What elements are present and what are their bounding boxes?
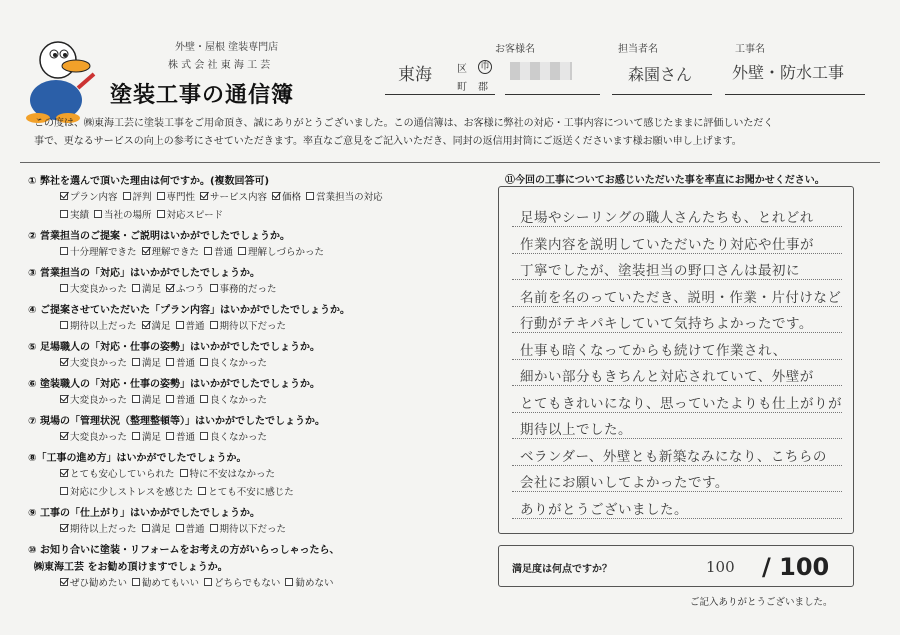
option-label: 理解しづらかった [248,247,325,258]
option-label: 普通 [176,358,196,369]
score-handwritten: 100 [706,558,735,576]
option-label: 営業担当の対応 [316,192,383,203]
option-checkbox[interactable] [204,244,233,258]
option-checkbox[interactable] [210,318,287,332]
option-checkbox[interactable] [157,189,196,203]
option-checkbox[interactable] [132,392,161,406]
checkbox-icon[interactable] [306,192,314,200]
option-checkbox[interactable] [204,575,280,589]
checkbox-icon[interactable] [166,432,174,440]
question-7: ⑦ 現場の「管理状況（整理整頓等）」はいかがでしたでしょうか。 [28,416,325,427]
cho-label: 町 [457,82,467,93]
mascot-duck-logo [18,30,98,125]
option-label: 良くなかった [210,432,268,443]
checkbox-icon[interactable] [132,358,140,366]
option-label: 普通 [185,524,205,535]
checkbox-icon[interactable] [200,358,208,366]
option-checkbox[interactable] [60,318,137,332]
option-label: 普通 [176,432,196,443]
comment-handwritten-line: とてもきれいになり、思っていたよりも仕上がりが [520,395,842,412]
option-label: 満足 [151,524,171,535]
work-name-handwritten: 外壁・防水工事 [732,63,845,82]
checked-box-icon[interactable] [142,247,150,255]
option-checkbox[interactable] [60,466,175,480]
question-8: ⑧「工事の進め方」はいかがでしたでしょうか。 [28,453,247,464]
checkbox-icon[interactable] [142,524,150,532]
checkbox-icon[interactable] [180,469,188,477]
option-label: 勧めてもいい [142,578,200,589]
question-10-options [60,575,333,589]
option-checkbox[interactable] [166,392,195,406]
option-checkbox[interactable] [176,521,205,535]
checked-box-icon[interactable] [60,469,68,477]
checkbox-icon[interactable] [198,487,206,495]
option-label: 大変良かった [70,284,128,295]
question-6: ⑥ 塗装職人の「対応・仕事の姿勢」はいかがでしたでしょうか。 [28,379,320,390]
option-checkbox[interactable] [200,355,267,369]
option-checkbox[interactable] [60,521,137,535]
comment-handwritten-line: 作業内容を説明していただいたり対応や仕事が [520,236,814,253]
comment-handwritten-line: 行動がテキパキしていて気持ちよかったです。 [520,316,813,332]
comment-rule [512,253,842,254]
option-checkbox[interactable] [142,521,171,535]
comment-rule [512,359,842,360]
comment-rule [512,226,842,227]
checkbox-icon[interactable] [176,321,184,329]
checkbox-icon[interactable] [132,395,140,403]
checkbox-icon[interactable] [123,192,131,200]
option-checkbox[interactable] [60,281,127,295]
comment-handwritten-line: ベランダー、外壁とも新築なみになり、こちらの [520,448,827,465]
option-checkbox[interactable] [94,207,152,221]
checkbox-icon[interactable] [238,247,246,255]
option-checkbox[interactable] [166,355,195,369]
option-label: 十分理解できた [70,247,137,258]
option-label: どちらでもない [214,578,281,589]
shi-label-circled: 市 [480,61,490,72]
option-label: 期待以上だった [70,524,137,535]
question-5-options [60,355,267,369]
option-label: 対応に少しストレスを感じた [70,487,194,498]
comment-question: ⑪今回の工事についてお感じいただいた事を率直にお聞かせください。 [505,175,825,186]
option-label: とても不安に感じた [208,487,294,498]
option-label: 満足 [142,432,162,443]
staff-name-handwritten: 森園さん [628,65,693,84]
option-label: 特に不安はなかった [189,469,276,480]
question-8-options [60,484,294,498]
question-1: ① 弊社を選んで頂いた理由は何ですか。(複数回答可) [28,176,270,187]
score-total: / 100 [762,553,830,581]
option-checkbox[interactable] [198,484,294,498]
option-checkbox[interactable] [132,281,161,295]
question-2: ② 営業担当のご提案・ご説明はいかがでしたでしょうか。 [28,231,290,242]
option-checkbox[interactable] [60,355,127,369]
checkbox-icon[interactable] [60,321,68,329]
question-6-options [60,392,267,406]
option-checkbox[interactable] [142,318,171,332]
option-label: 価格 [282,192,302,203]
comment-handwritten-line: 細かい部分もきちんと対応されていて、外壁が [520,369,814,385]
option-label: 満足 [142,358,162,369]
comment-handwritten-line: ありがとうございました。 [520,501,688,518]
page-title: 塗装工事の通信簿 [110,83,295,108]
option-label: 期待以上だった [70,321,137,332]
checkbox-icon[interactable] [60,210,68,218]
option-label: 当社の場所 [104,210,152,221]
question-9-options [60,521,286,535]
gun-label: 郡 [478,82,488,93]
question-5: ⑤ 足場職人の「対応・仕事の姿勢」はいかがでしたでしょうか。 [28,342,320,353]
checkbox-icon[interactable] [166,395,174,403]
option-checkbox[interactable] [132,575,199,589]
comment-rule [512,465,842,466]
checkbox-icon[interactable] [200,432,208,440]
option-checkbox[interactable] [210,521,287,535]
option-label: 専門性 [166,192,196,203]
checkbox-icon[interactable] [94,210,102,218]
question-9: ⑨ 工事の「仕上がり」はいかがでしたでしょうか。 [28,508,260,519]
thank-you-note: ご記入ありがとうございました。 [690,597,833,608]
checkbox-icon[interactable] [60,247,68,255]
checkbox-icon[interactable] [204,578,212,586]
question-1-options [60,207,223,221]
checkbox-icon[interactable] [60,487,68,495]
comment-rule [512,306,842,307]
option-label: 対応スピード [166,210,224,221]
checked-box-icon[interactable] [60,395,68,403]
option-checkbox[interactable] [60,575,127,589]
question-7-options [60,429,267,443]
option-label: 良くなかった [210,395,268,406]
option-label: とても安心していられた [70,469,175,480]
comment-rule [512,385,842,386]
score-label: 満足度は何点ですか？ [512,564,612,575]
option-label: ふつう [176,284,205,295]
option-label: 満足 [142,395,162,406]
option-label: サービス内容 [210,192,268,203]
checkbox-icon[interactable] [157,210,165,218]
option-label: 普通 [185,321,205,332]
checked-box-icon[interactable] [200,192,208,200]
comment-handwritten-line: 仕事も暗くなってからも続けて作業され、 [520,342,787,359]
checkbox-icon[interactable] [210,524,218,532]
option-checkbox[interactable] [60,244,137,258]
checkbox-icon[interactable] [210,284,218,292]
option-checkbox[interactable] [60,484,193,498]
option-checkbox[interactable] [60,392,127,406]
question-10: ⑩ お知り合いに塗装・リフォームをお考えの方がいらっしゃったら、 [28,545,340,556]
question-10-line2: ㈱東海工芸 をお勧め頂けますでしょうか。 [34,562,228,573]
checkbox-icon[interactable] [166,358,174,366]
checked-box-icon[interactable] [142,321,150,329]
checkbox-icon[interactable] [157,192,165,200]
option-label: 期待以下だった [219,524,287,535]
checked-box-icon[interactable] [60,524,68,532]
intro-line-1: この度は、㈱東海工芸に塗装工事をご用命頂き、誠にありがとうございました。この通信簿は、お客様に弊社の対応・工事内容について感じたままに評価しいただく [34,118,774,129]
comment-rule [512,491,842,492]
checkbox-icon[interactable] [132,284,140,292]
comment-rule [512,518,842,519]
option-checkbox[interactable] [157,207,224,221]
option-checkbox[interactable] [123,189,152,203]
option-label: 事務的だった [219,284,277,295]
checked-box-icon[interactable] [60,358,68,366]
option-label: 満足 [151,321,171,332]
checkbox-icon[interactable] [200,395,208,403]
checkbox-icon[interactable] [204,247,212,255]
option-label: 満足 [142,284,162,295]
work-name-label: 工事名 [735,44,765,55]
option-checkbox[interactable] [142,244,200,258]
option-label: 理解できた [151,247,200,258]
option-checkbox[interactable] [132,429,161,443]
comment-handwritten-line: 名前を名のっていただき、説明・作業・片付けなど [520,289,842,306]
comment-handwritten-line: 会社にお願いしてよかったです。 [520,475,729,491]
option-checkbox[interactable] [166,429,195,443]
option-label: 期待以下だった [219,321,287,332]
option-checkbox[interactable] [285,575,333,589]
intro-line-2: 事で、更なるサービスの向上の参考にさせていただきます。率直なご意見をご記入いただき、同封の返信用封筒にご返送くださいます様お願い申し上げます。 [34,136,742,147]
question-3: ③ 営業担当の「対応」はいかがでしたでしょうか。 [28,268,260,279]
comment-handwritten-line: 期待以上でした。 [520,422,632,438]
checked-box-icon[interactable] [60,578,68,586]
option-checkbox[interactable] [200,392,267,406]
option-checkbox[interactable] [200,189,267,203]
checkbox-icon[interactable] [176,524,184,532]
staff-name-label: 担当者名 [618,44,658,55]
comment-rule [512,438,842,439]
option-label: 大変良かった [70,432,128,443]
comment-handwritten-line: 丁寧でしたが、塗装担当の野口さんは最初に [520,263,800,279]
area-handwritten: 東海 [398,65,432,85]
question-3-options [60,281,277,295]
checkbox-icon[interactable] [60,284,68,292]
question-4: ④ ご提案させていただいた「プラン内容」はいかがでしたでしょうか。 [28,305,350,316]
option-checkbox[interactable] [132,355,161,369]
comment-handwritten-line: 足場やシーリングの職人さんたちも、とれどれ [520,210,814,226]
checkbox-icon[interactable] [210,321,218,329]
option-checkbox[interactable] [60,207,89,221]
ku-label: 区 [457,64,467,75]
checked-box-icon[interactable] [60,432,68,440]
question-1-options [60,189,383,203]
customer-name-redacted [510,62,572,80]
option-checkbox[interactable] [166,281,205,295]
checked-box-icon[interactable] [60,192,68,200]
option-label: 評判 [132,192,152,203]
question-4-options [60,318,286,332]
option-label: ぜひ勧めたい [70,578,128,589]
checkbox-icon[interactable] [132,578,140,586]
option-checkbox[interactable] [60,189,118,203]
checked-box-icon[interactable] [272,192,280,200]
question-2-options [60,244,324,258]
option-checkbox[interactable] [210,281,277,295]
option-label: プラン内容 [70,192,118,203]
option-checkbox[interactable] [180,466,276,480]
option-label: 大変良かった [70,358,128,369]
company-tagline: 外壁・屋根 塗装専門店 [175,42,279,53]
option-checkbox[interactable] [200,429,267,443]
option-label: 普通 [214,247,234,258]
question-8-options [60,466,275,480]
company-name: 株 式 会 社 東 海 工 芸 [168,60,271,71]
option-checkbox[interactable] [238,244,324,258]
option-label: 勧めない [295,578,334,589]
option-label: 普通 [176,395,196,406]
checkbox-icon[interactable] [285,578,293,586]
option-label: 実績 [70,210,90,221]
comment-rule [512,332,842,333]
option-checkbox[interactable] [306,189,383,203]
checkbox-icon[interactable] [132,432,140,440]
checked-box-icon[interactable] [166,284,174,292]
customer-name-label: お客様名 [495,44,535,55]
comment-rule [512,412,842,413]
option-label: 良くなかった [210,358,268,369]
option-checkbox[interactable] [272,189,301,203]
comment-rule [512,279,842,280]
option-checkbox[interactable] [60,429,127,443]
option-label: 大変良かった [70,395,128,406]
option-checkbox[interactable] [176,318,205,332]
